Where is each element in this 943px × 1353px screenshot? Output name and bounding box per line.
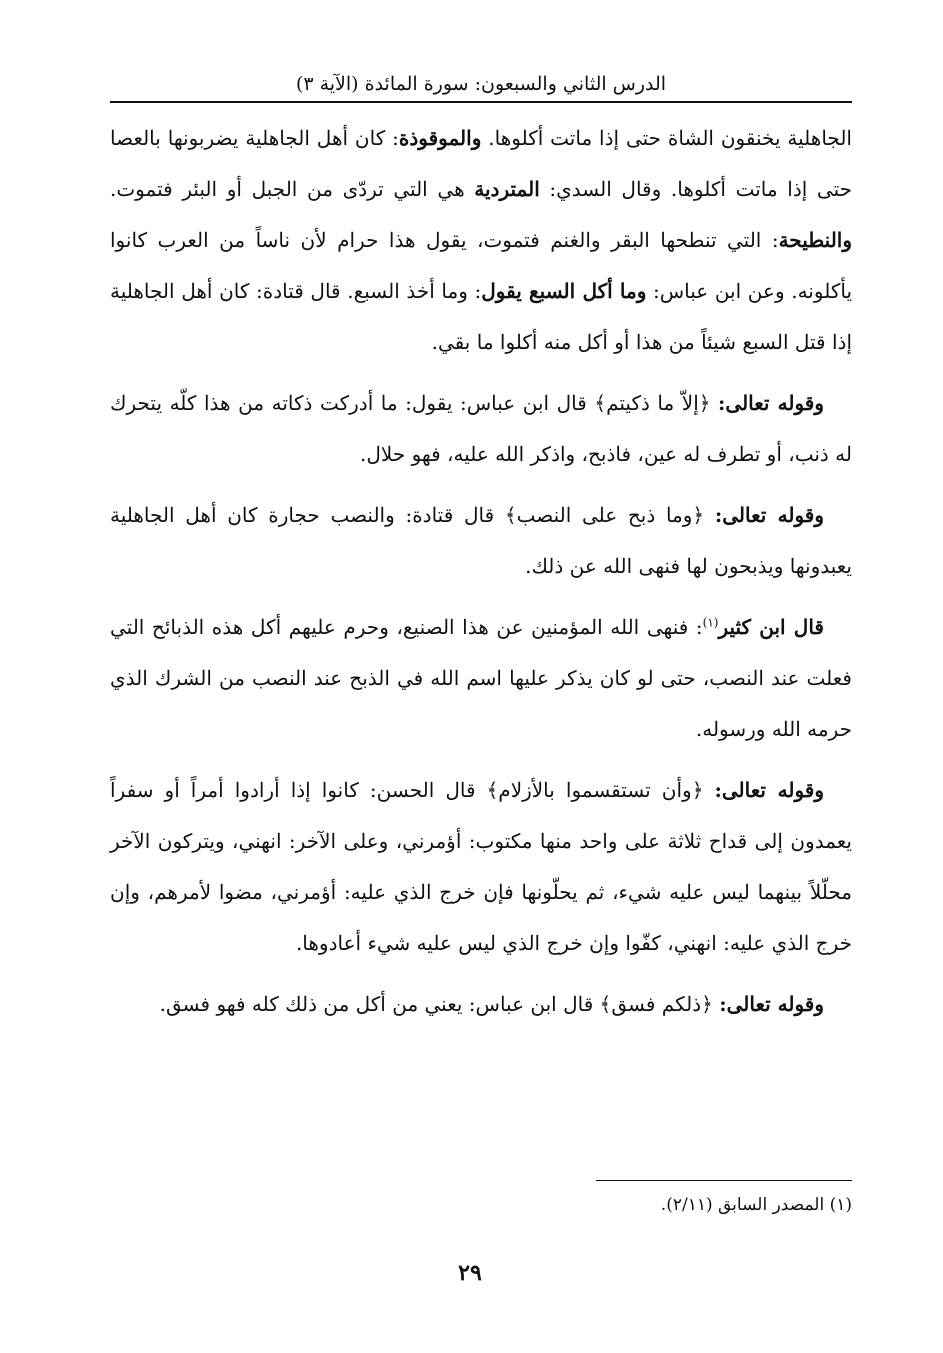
p2-text: ﴿إلاّ ما ذكيتم﴾ قال ابن عباس: يقول: ما أدركت ذكاته من هذا كلّه يتحرك له ذنب، أو تطرف له عين، فاذبح، واذكر الله عليه، فهو حلال. (110, 391, 852, 466)
p5-text: ﴿وأن تستقسموا بالأزلام﴾ قال الحسن: كانوا إذا أرادوا أمراً أو سفراً يعمدون إلى قداح ثلاثة على واحد منها مكتوب: أؤمرني، وعلى الآخر: انهني، ويتركون الآخر محلّلاً بينهما ليس عليه شيء، ثم يحلّونها فإن خرج الذي عليه: أؤمرني، مضوا لأمرهم، وإن خرج الذي عليه: انهني، كفّوا وإن خرج الذي ليس عليه شيء أعادوها. (110, 778, 852, 955)
p6-text: ﴿ذلكم فسق﴾ قال ابن عباس: يعني من أكل من ذلك كله فهو فسق. (159, 992, 720, 1016)
paragraph-4 (110, 602, 852, 755)
p1-term-sabu: وما أكل السبع يقول (481, 279, 647, 303)
main-text (110, 113, 852, 1040)
paragraph-3 (110, 490, 852, 592)
paragraph-1 (110, 113, 852, 368)
p3-text: ﴿وما ذبح على النصب﴾ قال قتادة: والنصب حجارة كان أهل الجاهلية يعبدونها ويذبحون لها فنهى الله عن ذلك. (110, 503, 852, 578)
p1-text-2: : كان أهل الجاهلية يضربونها بالعصا حتى إذا ماتت أكلوها. وقال السدي: (110, 126, 853, 201)
p1-text-1: الجاهلية يخنقون الشاة حتى إذا ماتت أكلوها. (481, 126, 852, 150)
paragraph-2 (110, 378, 852, 480)
p2-lead: وقوله تعالى: (718, 391, 824, 415)
running-header: الدرس الثاني والسبعون: سورة المائدة (الآية ٣) (295, 73, 667, 95)
page-number: ٢٩ (458, 1260, 482, 1286)
p5-lead: وقوله تعالى: (714, 778, 824, 802)
paragraph-5 (110, 765, 852, 969)
p4-lead: قال ابن كثير (718, 615, 824, 639)
p6-lead: وقوله تعالى: (719, 992, 824, 1016)
footnote-divider (596, 1180, 852, 1181)
p1-text-5: : وما أخذ السبع. قال قتادة: كان أهل الجاهلية إذا قتل السبع شيئاً من هذا أو أكل منه أكلوا ما بقي. (110, 279, 852, 354)
p1-term-mawqudha: والموقوذة (398, 126, 482, 150)
p3-lead: وقوله تعالى: (714, 503, 824, 527)
p1-term-natiha: والنطيحة (778, 228, 852, 252)
footnote-ref: (١) (702, 615, 719, 630)
paragraph-6 (110, 979, 852, 1030)
p4-text: : فنهى الله المؤمنين عن هذا الصنيع، وحرم عليهم أكل هذه الذبائح التي فعلت عند النصب، حتى لو كان يذكر عليها اسم الله في الذبح عند النصب من الشرك الذي حرمه الله ورسوله. (110, 615, 852, 741)
footnote: (١) المصدر السابق (٢/١١). (660, 1195, 852, 1215)
p1-text-4: : التي تنطحها البقر والغنم فتموت، يقول هذا حرام لأن ناساً من العرب كانوا يأكلونه. وعن ابن عباس: (110, 228, 853, 303)
p1-text-3: هي التي تردّى من الجبل أو البئر فتموت. (110, 177, 475, 201)
header-divider (110, 101, 852, 103)
p1-term-mutaraddiya: المتردية (474, 177, 540, 201)
